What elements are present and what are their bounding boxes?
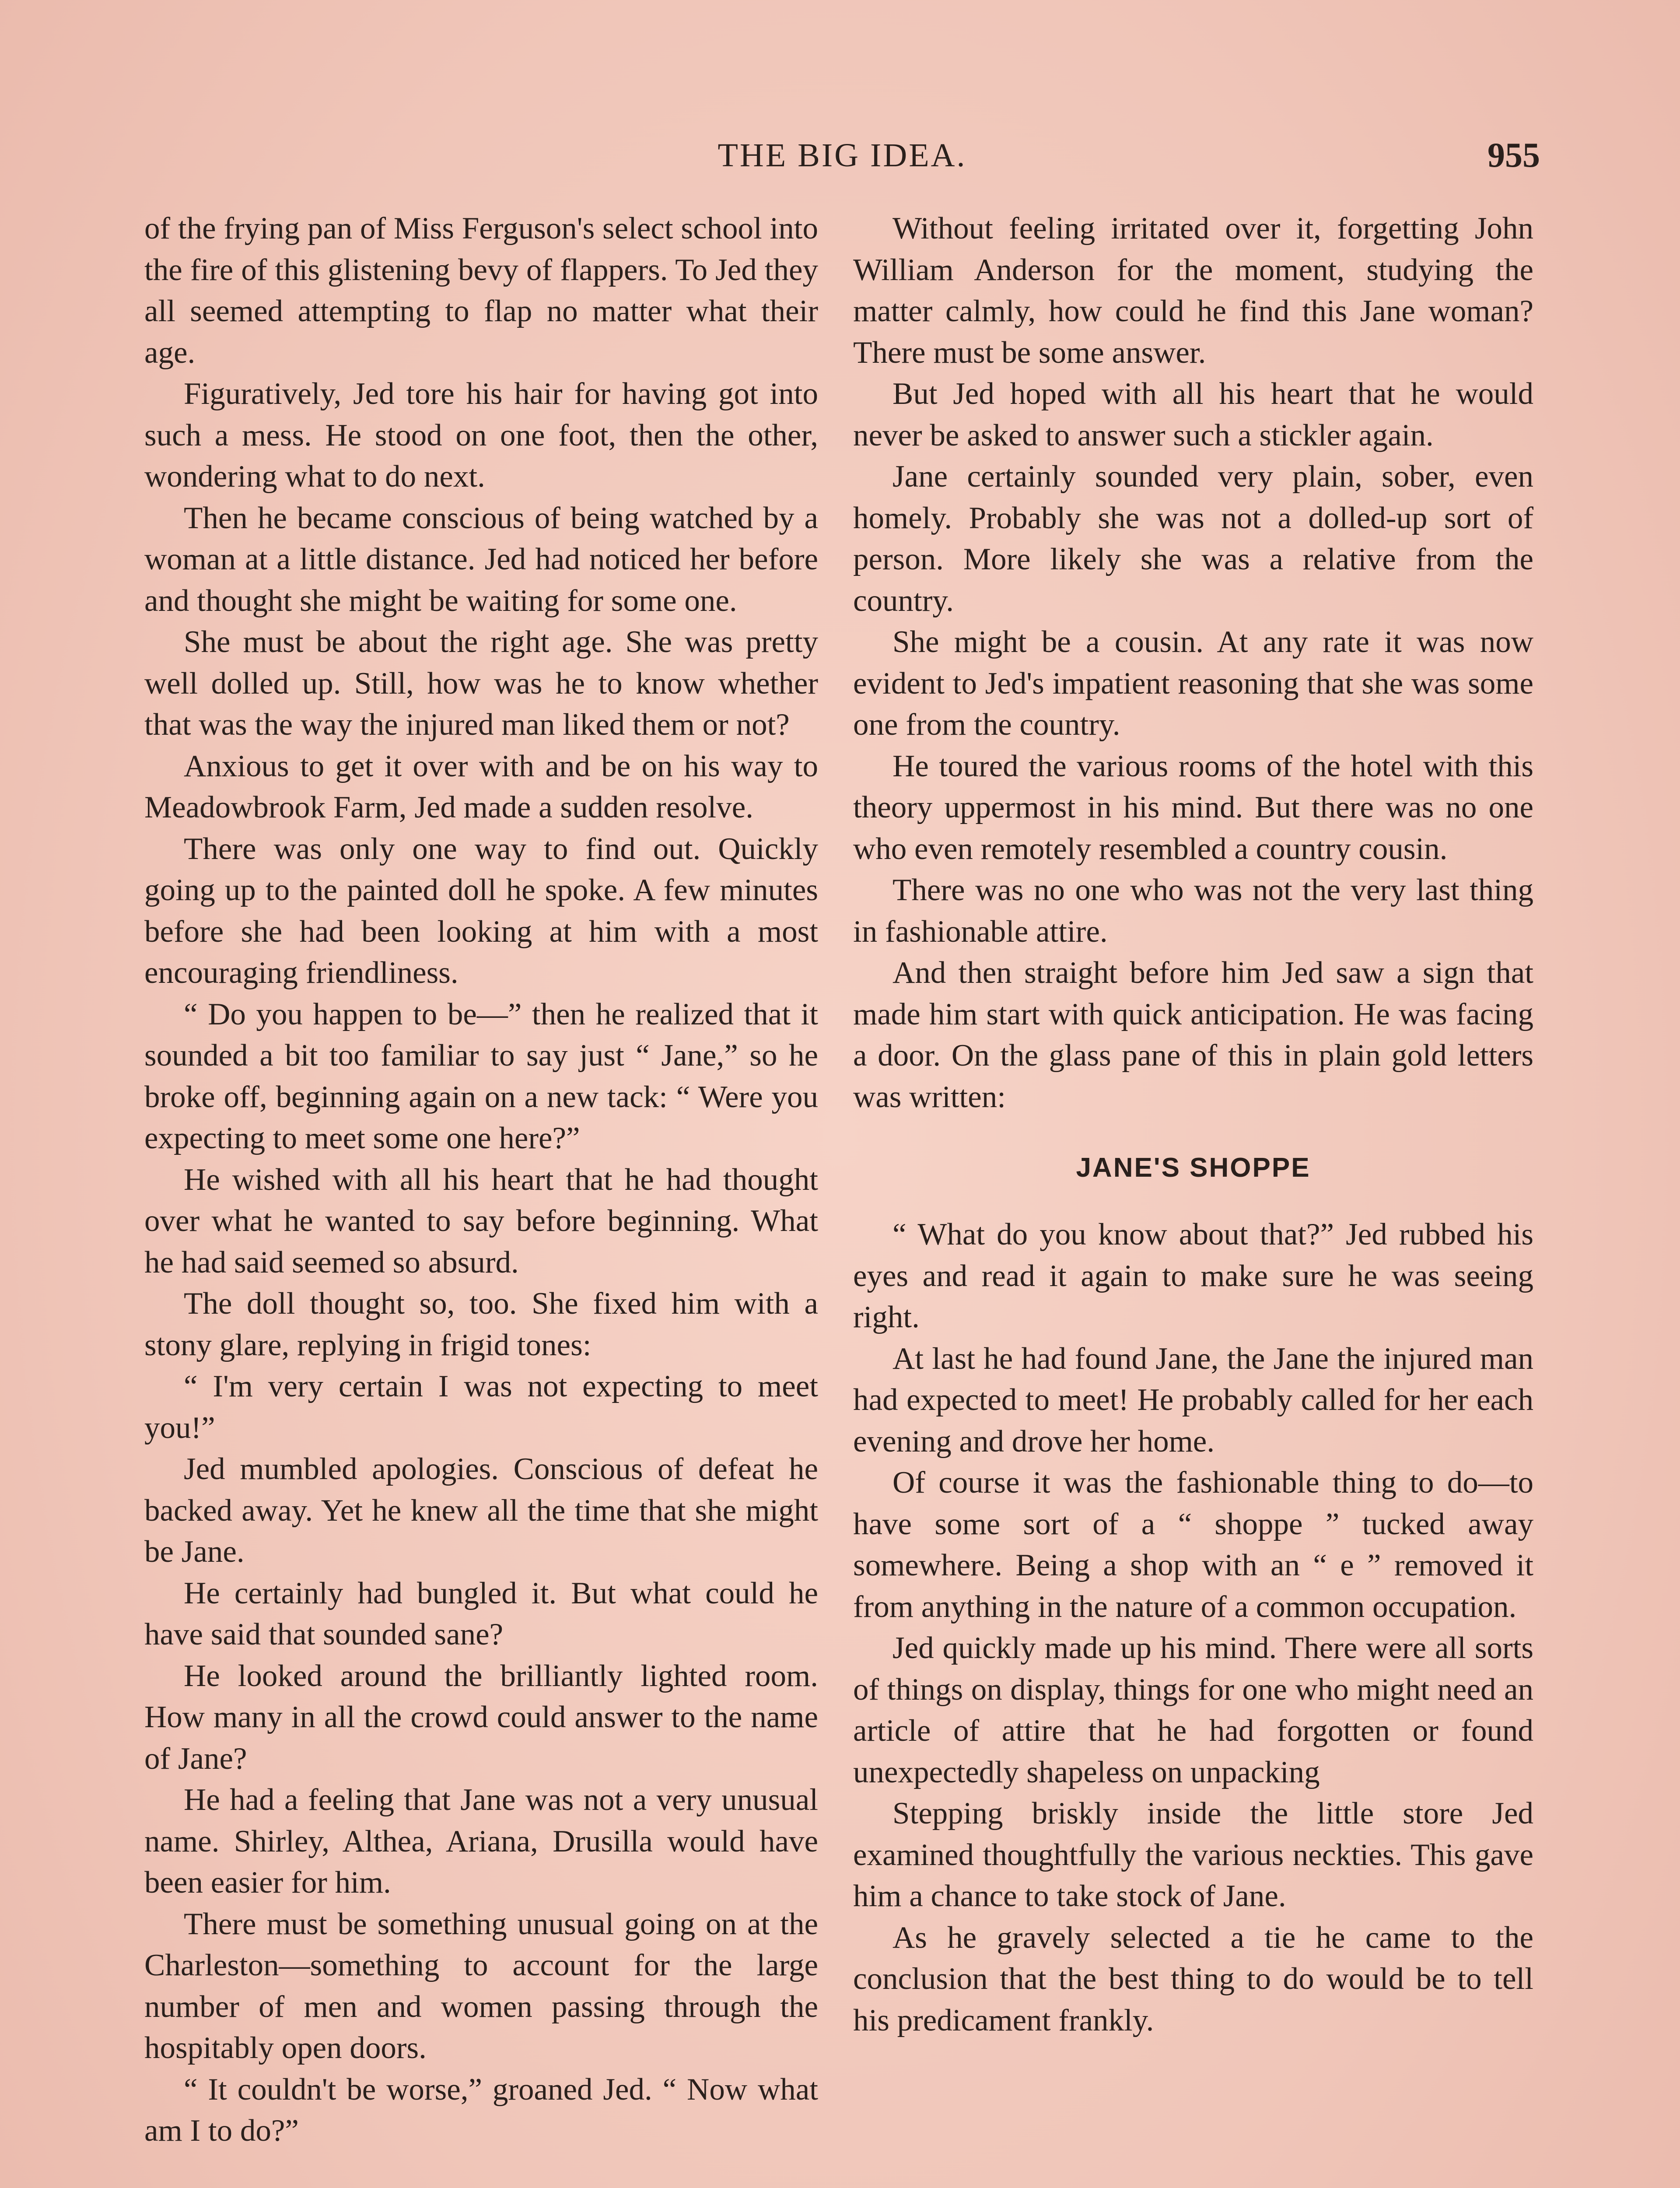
paragraph: Without feeling irritated over it, forgetting John William Anderson for the moment, studying the matter calmly, how could he find this Jane woman? There must be some answer.	[853, 211, 1533, 370]
paragraph: Figuratively, Jed tore his hair for having got into such a mess. He stood on one foot, then the other, wondering what to do next.	[144, 377, 818, 494]
paragraph: There was no one who was not the very last thing in fashionable attire.	[853, 873, 1533, 949]
paragraph: “ It couldn't be worse,” groaned Jed. “ Now what am I to do?”	[144, 2072, 818, 2148]
paragraph: of the frying pan of Miss Ferguson's select school into the fire of this glistening bevy of flappers. To Jed they all seemed attempting to flap no matter what their age.	[144, 211, 818, 370]
right-column	[853, 208, 1533, 2041]
paragraph: “ Do you happen to be—” then he realized that it sounded a bit too familiar to say just “ Jane,” so he broke off, beginning again on a new tack: “ Were you expecting to meet some one here?”	[144, 997, 818, 1155]
paragraph: Anxious to get it over with and be on his way to Meadowbrook Farm, Jed made a sudden resolve.	[144, 749, 818, 824]
paragraph: The doll thought so, too. She fixed him with a stony glare, replying in frigid tones:	[144, 1287, 818, 1362]
paragraph: She might be a cousin. At any rate it was now evident to Jed's impatient reasoning that she was some one from the country.	[853, 625, 1533, 742]
paragraph: He looked around the brilliantly lighted room. How many in all the crowd could answer to the name of Jane?	[144, 1659, 818, 1776]
paragraph: He toured the various rooms of the hotel with this theory uppermost in his mind. But there was no one who even remotely resembled a country cousin.	[853, 749, 1533, 866]
paragraph: And then straight before him Jed saw a sign that made him start with quick anticipation. He was facing a door. On the glass pane of this in plain gold letters was written:	[853, 956, 1533, 1114]
paragraph: At last he had found Jane, the Jane the injured man had expected to meet! He probably called for her each evening and drove her home.	[853, 1341, 1533, 1459]
paragraph: “ I'm very certain I was not expecting to meet you!”	[144, 1369, 818, 1445]
paragraph: Stepping briskly inside the little store Jed examined thoughtfully the various neckties. This gave him a chance to take stock of Jane.	[853, 1796, 1533, 1913]
paragraph: Jed mumbled apologies. Conscious of defeat he backed away. Yet he knew all the time that she might be Jane.	[144, 1452, 818, 1569]
paragraph: She must be about the right age. She was pretty well dolled up. Still, how was he to know whether that was the way the injured man liked them or not?	[144, 625, 818, 742]
shop-sign-heading: JANE'S SHOPPE	[1076, 1153, 1311, 1183]
running-title: THE BIG IDEA.	[718, 137, 967, 174]
paragraph: “ What do you know about that?” Jed rubbed his eyes and read it again to make sure he was seeing right.	[853, 1217, 1533, 1334]
left-column	[144, 208, 818, 2152]
paragraph: He certainly had bungled it. But what could he have said that sounded sane?	[144, 1576, 818, 1652]
paragraph: Jed quickly made up his mind. There were all sorts of things on display, things for one who might need an article of attire that he had forgotten or found unexpectedly shapeless on unpacking	[853, 1631, 1533, 1789]
paragraph: Then he became conscious of being watched by a woman at a little distance. Jed had noticed her before and thought she might be waiting for some one.	[144, 501, 818, 618]
paragraph: Jane certainly sounded very plain, sober, even homely. Probably she was not a dolled-up sort of person. More likely she was a relative from the country.	[853, 459, 1533, 618]
page-number: 955	[1488, 136, 1540, 175]
paragraph: As he gravely selected a tie he came to the conclusion that the best thing to do would be to tell his predicament frankly.	[853, 1920, 1533, 2037]
paragraph: There was only one way to find out. Quickly going up to the painted doll he spoke. A few minutes before she had been looking at him with a most encouraging friendliness.	[144, 831, 818, 990]
paragraph: He wished with all his heart that he had thought over what he wanted to say before beginning. What he had said seemed so absurd.	[144, 1162, 818, 1280]
page-header	[144, 131, 1540, 179]
paragraph: He had a feeling that Jane was not a very unusual name. Shirley, Althea, Ariana, Drusilla would have been easier for him.	[144, 1783, 818, 1900]
paragraph: But Jed hoped with all his heart that he would never be asked to answer such a stickler again.	[853, 377, 1533, 452]
paragraph: Of course it was the fashionable thing to do—to have some sort of a “ shoppe ” tucked away somewhere. Being a shop with an “ e ” removed it from anything in the nature of a common occupation.	[853, 1466, 1533, 1624]
paragraph: There must be something unusual going on at the Charleston—something to account for the large number of men and women passing through the hospitably open doors.	[144, 1907, 818, 2065]
